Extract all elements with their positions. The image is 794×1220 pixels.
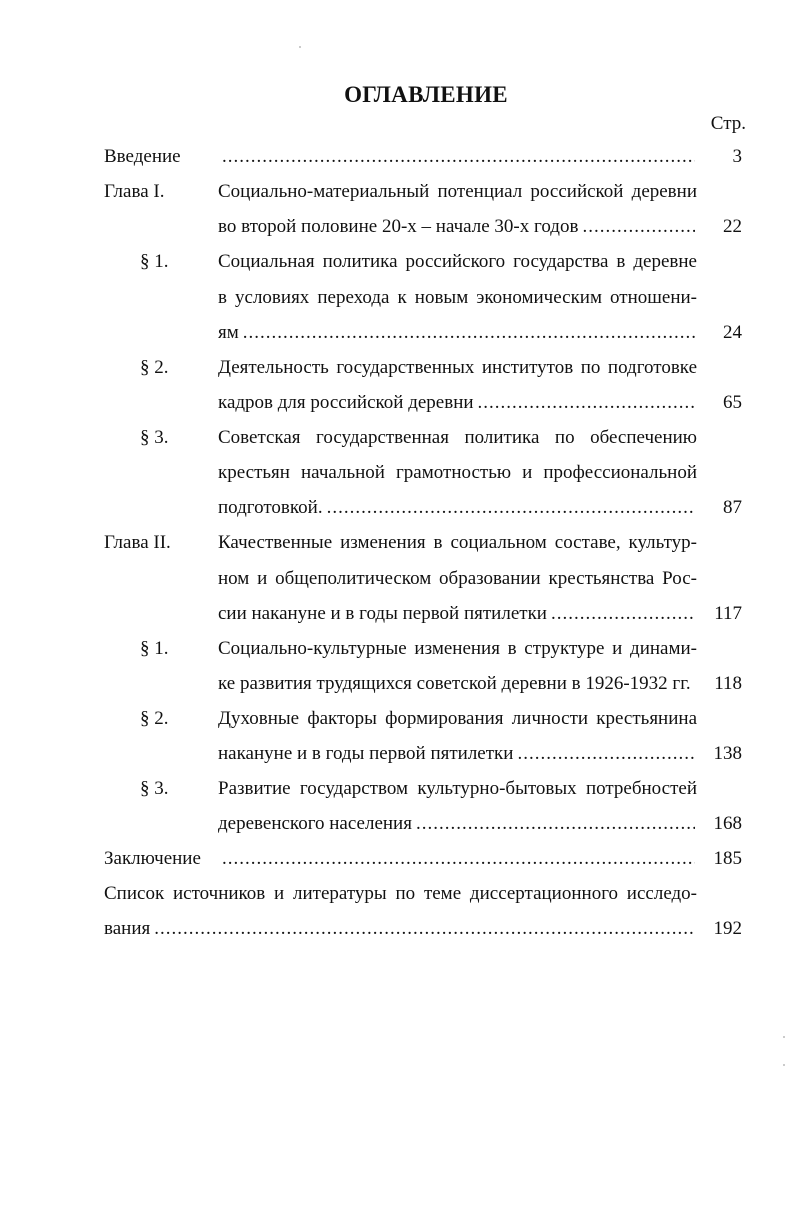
toc-page-number: 65 [723, 392, 742, 413]
toc-entry-ch1-s3-cont [0, 456, 794, 490]
toc-text: Социально-культурные изменения в структуре и динами- [218, 638, 697, 659]
toc-page-number: 117 [714, 603, 742, 624]
toc-entry-bibliography[interactable] [0, 877, 794, 911]
dot-leader [243, 316, 695, 350]
toc-label: § 3. [140, 427, 169, 448]
toc-label: § 2. [140, 357, 169, 378]
toc-page-number: 118 [714, 673, 742, 694]
toc-text: ном и общеполитическом образовании крестьянства Рос- [218, 568, 697, 589]
toc-page-number: 87 [723, 497, 742, 518]
toc-text: во второй половине 20-х – начале 30-х годов [218, 216, 579, 237]
toc-label: § 1. [140, 251, 169, 272]
dot-leader [517, 737, 695, 771]
dot-leader [222, 140, 695, 174]
scan-speck [783, 1036, 785, 1038]
dot-leader [154, 912, 695, 946]
toc-page-number: 138 [713, 743, 742, 764]
toc-entry-ch2-s3[interactable] [0, 772, 794, 806]
toc-text: кадров для российской деревни [218, 392, 474, 413]
toc-text: в условиях перехода к новым экономическим отношени- [218, 287, 697, 308]
toc-label: § 2. [140, 708, 169, 729]
toc-text: Деятельность государственных институтов по подготовке [218, 357, 697, 378]
toc-text: Духовные факторы формирования личности крестьянина [218, 708, 697, 729]
toc-entry-ch1-s3[interactable] [0, 421, 794, 455]
toc-entry-chapter-2-cont [0, 562, 794, 596]
toc-text: вания [104, 918, 151, 939]
scan-speck [299, 46, 301, 48]
toc-entry-ch2-s1-cont[interactable] [0, 667, 794, 701]
toc-entry-chapter-2[interactable] [0, 526, 794, 560]
toc-entry-chapter-1-cont[interactable] [0, 210, 794, 244]
dot-leader [327, 491, 695, 525]
toc-page-number: 24 [723, 322, 742, 343]
toc-page-number: 3 [732, 146, 742, 167]
toc-text: Социально-материальный потенциал российской деревни [218, 181, 697, 202]
toc-entry-ch1-s2[interactable] [0, 351, 794, 385]
toc-entry-ch1-s1-end[interactable] [0, 316, 794, 350]
dot-leader [551, 597, 695, 631]
toc-entry-conclusion[interactable] [0, 842, 794, 876]
toc-text: накануне и в годы первой пятилетки [218, 743, 514, 764]
toc-entry-chapter-1[interactable] [0, 175, 794, 209]
toc-label: Заключение [104, 848, 201, 869]
toc-label: Глава II. [104, 532, 171, 553]
page-title: ОГЛАВЛЕНИЕ [344, 82, 508, 107]
page-column-label: Стр. [710, 113, 746, 134]
toc-page-number: 185 [713, 848, 742, 869]
toc-text: деревенского населения [218, 813, 412, 834]
toc-text: Список источников и литературы по теме диссертационного исследо- [104, 883, 697, 904]
scan-speck [783, 1064, 785, 1066]
toc-entry-chapter-2-end[interactable] [0, 597, 794, 631]
toc-entry-ch1-s2-cont[interactable] [0, 386, 794, 420]
toc-entry-ch2-s3-cont[interactable] [0, 807, 794, 841]
toc-label: § 3. [140, 778, 169, 799]
toc-text: Социальная политика российского государства в деревне [218, 251, 697, 272]
toc-page-number: 22 [723, 216, 742, 237]
toc-label: Глава I. [104, 181, 165, 202]
dot-leader [582, 210, 695, 244]
toc-entry-ch1-s1[interactable] [0, 245, 794, 279]
toc-text: Развитие государством культурно-бытовых потребностей [218, 778, 697, 799]
toc-text: ям [218, 322, 239, 343]
toc-page-number: 192 [713, 918, 742, 939]
toc-label: § 1. [140, 638, 169, 659]
toc-text: Советская государственная политика по обеспечению [218, 427, 697, 448]
toc-text: подготовкой. [218, 497, 323, 518]
toc-entry-ch1-s3-end[interactable] [0, 491, 794, 525]
toc-entry-intro[interactable] [0, 140, 794, 174]
toc-text: сии накануне и в годы первой пятилетки [218, 603, 547, 624]
toc-entry-ch1-s1-cont [0, 281, 794, 315]
toc-page-number: 168 [713, 813, 742, 834]
toc-text: ке развития трудящихся советской деревни в 1926-1932 гг. [218, 673, 691, 694]
toc-entry-bibliography-cont[interactable] [0, 912, 794, 946]
toc-entry-ch2-s2-cont[interactable] [0, 737, 794, 771]
toc-label: Введение [104, 146, 181, 167]
toc-text: Качественные изменения в социальном составе, культур- [218, 532, 697, 553]
dot-leader [222, 842, 695, 876]
dot-leader [416, 807, 695, 841]
toc-entry-ch2-s2[interactable] [0, 702, 794, 736]
dot-leader [478, 386, 695, 420]
toc-entry-ch2-s1[interactable] [0, 632, 794, 666]
toc-text: крестьян начальной грамотностью и профессиональной [218, 462, 697, 483]
